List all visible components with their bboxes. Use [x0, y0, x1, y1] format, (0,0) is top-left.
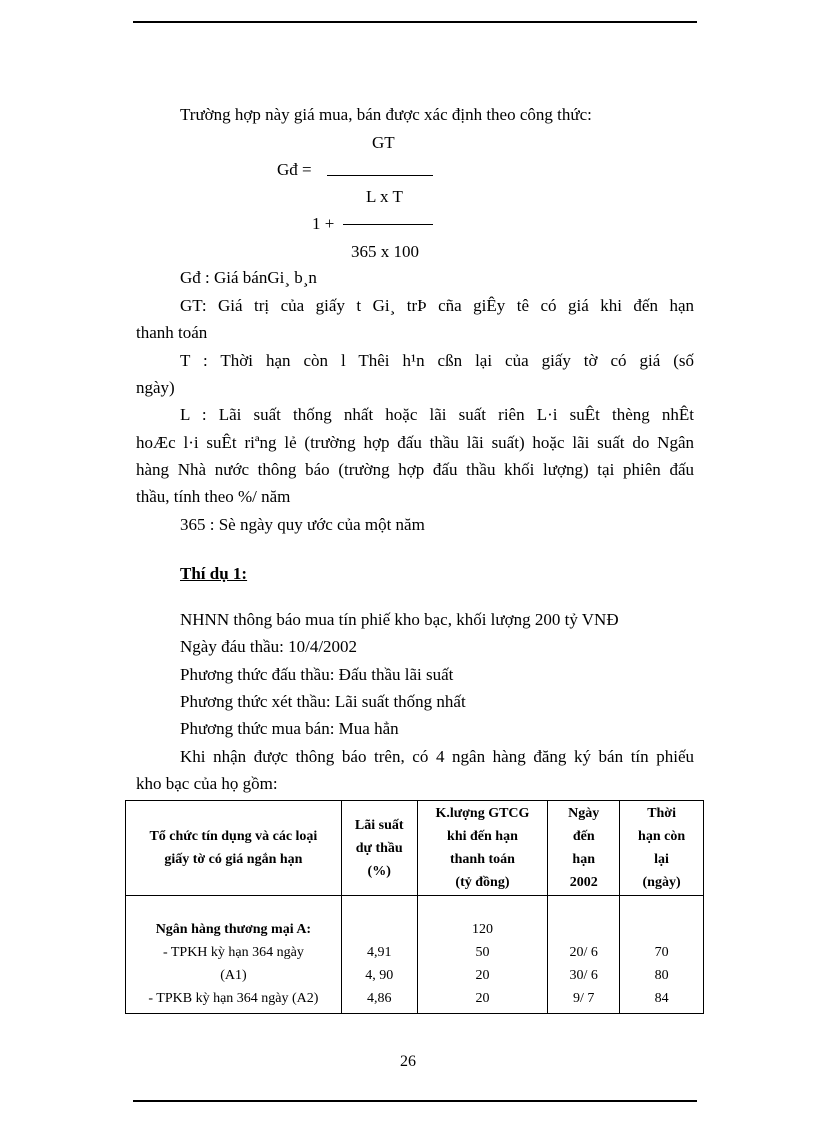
example-line-1: NHNN thông báo mua tín phiế kho bạc, khối lượng 200 tỷ VNĐ [180, 610, 619, 629]
header-volume: K.lượng GTCG khi đến hạn thanh toán (tỷ đồng) [417, 801, 548, 896]
table-row [126, 896, 704, 1014]
header-maturity-date: Ngày đến hạn 2002 [548, 801, 620, 896]
cell-volume: 120 50 20 20 [417, 896, 548, 1014]
cell-maturity-date: 20/ 6 30/ 6 9/ 7 [548, 896, 620, 1014]
example-line-4: Phương thức xét thầu: Lãi suất thống nhất [180, 692, 466, 711]
formula-lhs: Gđ = [277, 160, 312, 179]
definition-gt-continued: thanh toán [136, 323, 208, 342]
cell-remaining-term: 70 80 84 [620, 896, 704, 1014]
formula-main-fraction-bar [327, 175, 433, 176]
example-line-3: Phương thức đấu thầu: Đấu thầu lãi suất [180, 665, 454, 684]
definition-l-line4: thầu, tính theo %/ năm [136, 487, 291, 506]
example-heading: Thí dụ 1: [180, 564, 248, 583]
header-institution: Tổ chức tín dụng và các loại giấy tờ có giá ngắn hạn [126, 801, 342, 896]
formula-inner-numerator: L x T [366, 187, 403, 206]
table-header-row [126, 801, 704, 896]
example-line-5: Phương thức mua bán: Mua hẳn [180, 719, 399, 738]
header-bid-rate: Lãi suất dự thầu (%) [341, 801, 417, 896]
definition-gt: GT: Giá trị của giấy t Gi¸ trÞ cña giÊy tê có giá khi đến hạn [180, 296, 694, 315]
formula-inner-fraction-bar [343, 224, 433, 225]
formula-one-plus: 1 + [312, 214, 335, 233]
example-line-6: Khi nhận được thông báo trên, có 4 ngân hàng đăng ký bán tín phiếu [180, 747, 694, 766]
definition-t-continued: ngày) [136, 378, 175, 397]
formula-inner-denominator: 365 x 100 [351, 242, 419, 261]
bid-table [125, 800, 704, 1014]
definition-gd: Gđ : Giá bánGi¸ b¸n [180, 268, 317, 287]
definition-l: L : Lãi suất thống nhất hoặc lãi suất riên L·i suÊt thèng nhÊt [180, 405, 694, 424]
cell-bid-rate: 4,91 4, 90 4,86 [341, 896, 417, 1014]
definition-l-line3: hàng Nhà nước thông báo (trường hợp đấu thầu khối lượng) tại phiên đấu [136, 460, 694, 479]
cell-institution: Ngân hàng thương mại A: - TPKH kỳ hạn 364 ngày (A1) - TPKB kỳ hạn 364 ngày (A2) [126, 896, 342, 1014]
example-line-7: kho bạc của họ gồm: [136, 774, 278, 793]
definition-t: T : Thời hạn còn l Thêi h¹n cßn lại của giấy tờ có giá (số [180, 351, 694, 370]
example-line-2: Ngày đáu thầu: 10/4/2002 [180, 637, 358, 656]
footer-rule [133, 1100, 697, 1102]
definition-l-line2: hoÆc l·i suÊt riªng lẻ (trường hợp đấu thầu lãi suất) hoặc lãi suất do Ngân [136, 433, 694, 452]
definition-365: 365 : Sè ngày quy ước của một năm [180, 515, 425, 534]
intro-text: Trường hợp này giá mua, bán được xác định theo công thức: [180, 105, 592, 124]
header-rule [133, 21, 697, 23]
formula-numerator: GT [372, 133, 395, 152]
page-number: 26 [400, 1053, 416, 1070]
header-remaining-term: Thời hạn còn lại (ngày) [620, 801, 704, 896]
